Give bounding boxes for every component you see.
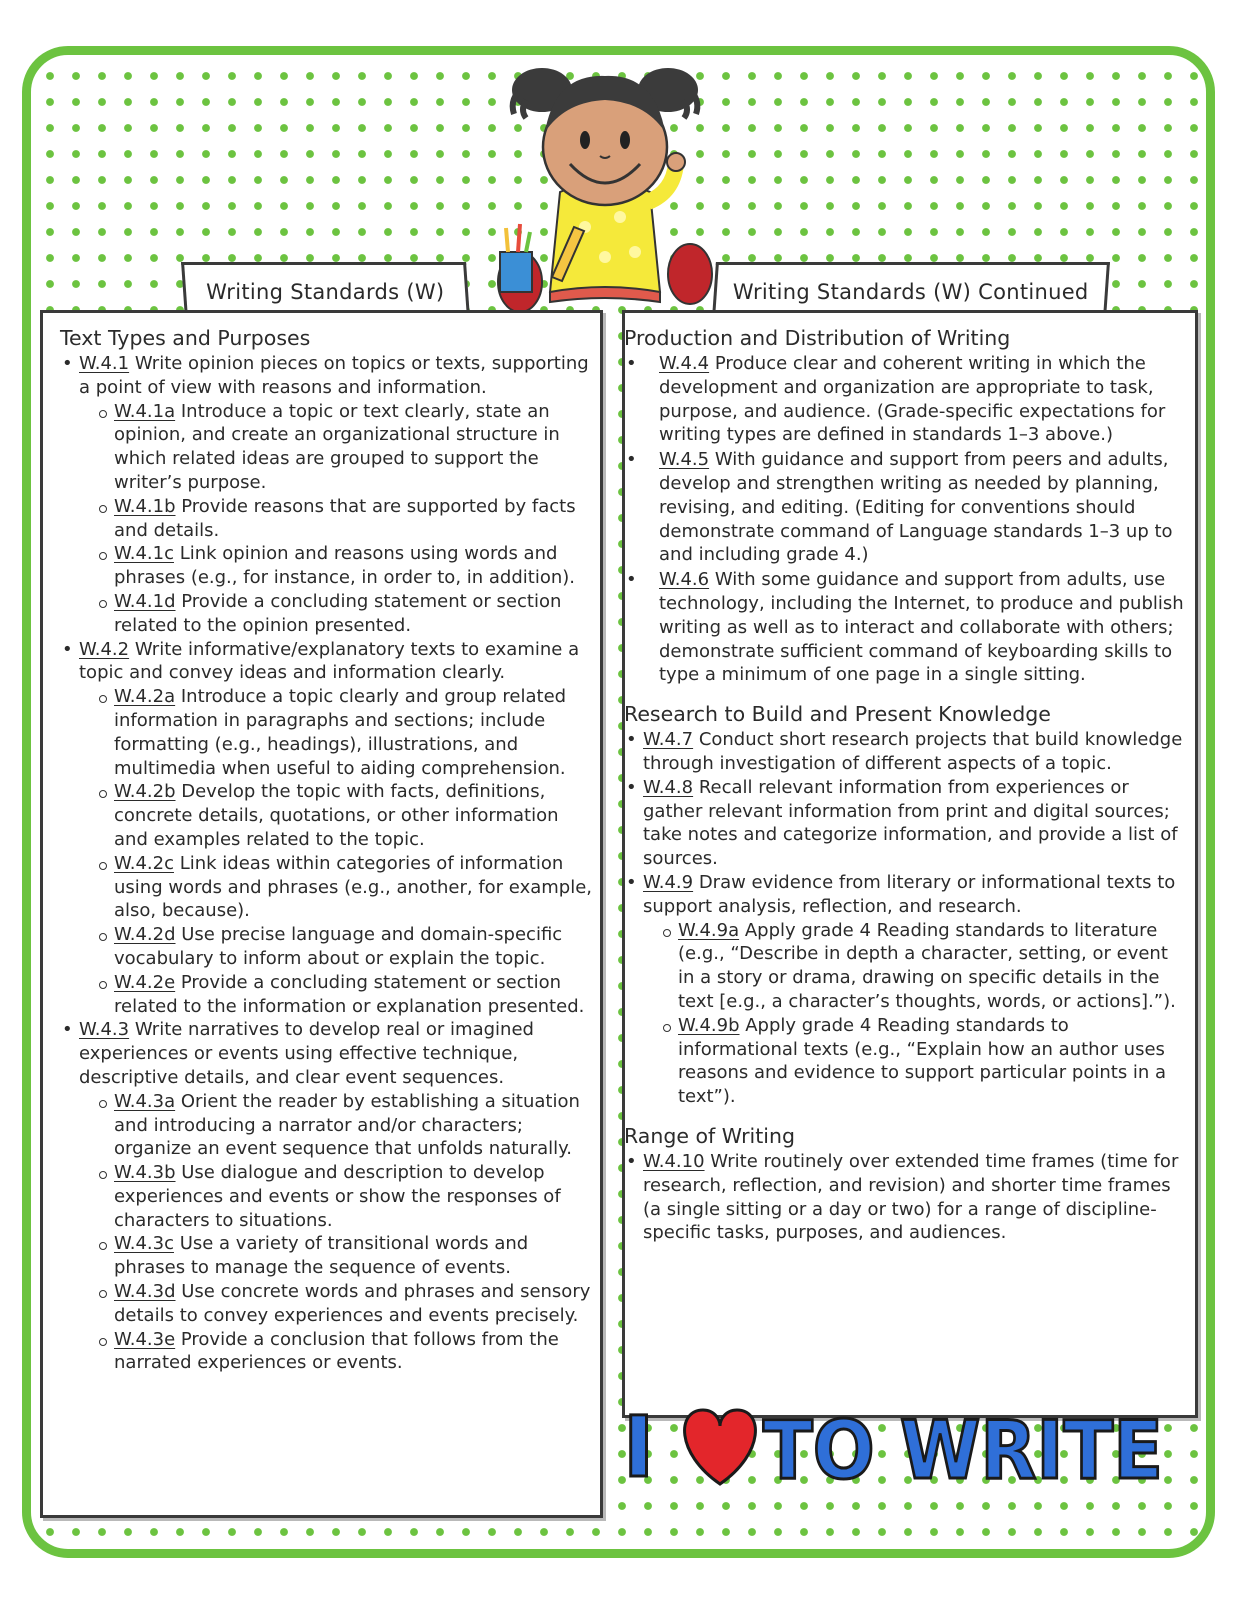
standard-text: With guidance and support from peers and adults, develop and strengthen writing as needed by planning, revising, and editing. (Editing for conventions should demonstrate command of Language standards 1–3 up to and including grade 4.) <box>659 449 1173 566</box>
banner-words: TO WRITE <box>763 1404 1163 1490</box>
banner-letter-i: I <box>623 1398 655 1490</box>
standard-text: With some guidance and support from adults, use technology, including the Internet, to produce and publish writing as well as to interact and collaborate with others; demonstrate sufficient command of keyboarding skills to type a minimum of one page in a single sitting. <box>659 569 1184 686</box>
standard-item <box>624 1150 1184 1245</box>
sub-standard-code: W.4.3d <box>114 1281 176 1303</box>
section-title-production: Production and Distribution of Writing <box>624 326 1011 350</box>
standard-code: W.4.9 <box>643 871 694 893</box>
standard-item <box>624 871 1184 1109</box>
section-title-research: Research to Build and Present Knowledge <box>624 702 1051 727</box>
standard-code: W.4.5 <box>659 449 710 471</box>
production-list <box>624 352 1184 687</box>
section-title-text-types: Text Types and Purposes <box>60 326 311 350</box>
sub-standard-item <box>114 495 596 543</box>
section-title-range: Range of Writing <box>624 1123 795 1148</box>
standard-item <box>624 352 1184 447</box>
sub-standard-item <box>114 1161 596 1232</box>
standard-code: W.4.6 <box>659 569 710 591</box>
sub-standard-text: Use dialogue and description to develop experiences and events or show the responses of characters to situations. <box>114 1162 561 1231</box>
sub-standard-code: W.4.1d <box>114 590 176 612</box>
sub-standard-item <box>678 919 1184 1014</box>
girl-illustration <box>490 52 720 314</box>
sub-standard-text: Provide reasons that are supported by facts and details. <box>114 495 576 541</box>
sub-standards-list <box>643 919 1184 1109</box>
standard-text: Produce clear and coherent writing in which the development and organization are appropriate to task, purpose, and audience. (Grade-specific expectations for writing types are defined in standards 1–3 above.) <box>659 353 1166 446</box>
sub-standard-text: Use concrete words and phrases and sensory details to convey experiences and events precisely. <box>114 1281 591 1326</box>
sub-standard-code: W.4.1c <box>114 543 174 565</box>
sub-standard-text: Provide a concluding statement or section related to the opinion presented. <box>114 590 562 636</box>
sub-standard-code: W.4.3e <box>114 1328 176 1350</box>
sub-standard-code: W.4.9a <box>678 919 740 941</box>
sub-standard-item <box>114 1232 596 1280</box>
range-list <box>624 1150 1184 1245</box>
standard-item <box>624 728 1184 776</box>
heart-icon <box>685 1410 756 1484</box>
sub-standard-text: Introduce a topic clearly and group related information in paragraphs and sections; include formatting (e.g., headings), illustrations, and multimedia when useful to aiding comprehension. <box>114 686 567 779</box>
standard-text: Conduct short research projects that build knowledge through investigation of different aspects of a topic. <box>643 729 1183 774</box>
sub-standard-code: W.4.1b <box>114 495 176 517</box>
sub-standard-text: Link ideas within categories of information using words and phrases (e.g., another, for example, also, because). <box>114 852 593 922</box>
sub-standard-code: W.4.3a <box>114 1090 176 1112</box>
sub-standard-item <box>114 1090 596 1161</box>
standard-text: Write routinely over extended time frames (time for research, reflection, and revision) and shorter time frames (a single sitting or a day or two) for a range of discipline-specific tasks, purposes, and audiences. <box>643 1150 1179 1244</box>
standard-text: Draw evidence from literary or informational texts to support analysis, reflection, and research. <box>643 871 1176 917</box>
standard-item <box>60 638 596 1019</box>
sub-standard-code: W.4.3c <box>114 1233 174 1255</box>
standards-list <box>60 352 596 1375</box>
standard-text: Write informative/explanatory texts to examine a topic and convey ideas and information clearly. <box>79 638 580 684</box>
sub-standard-text: Apply grade 4 Reading standards to literature (e.g., “Describe in depth a character, setting, or event in a story or drama, drawing on specific details in the text [e.g., a character’s thoughts, words, or actions].”). <box>678 919 1176 1012</box>
sub-standard-text: Provide a concluding statement or section related to the information or explanation presented. <box>114 971 585 1017</box>
sub-standard-code: W.4.2d <box>114 924 176 946</box>
standard-code: W.4.3 <box>79 1019 130 1041</box>
standard-code: W.4.4 <box>659 353 710 374</box>
sub-standard-item <box>114 1328 596 1376</box>
sub-standard-code: W.4.2c <box>114 852 174 874</box>
sub-standard-item <box>114 1280 596 1328</box>
sub-standard-text: Provide a conclusion that follows from the narrated experiences or events. <box>114 1328 559 1374</box>
sub-standard-code: W.4.3b <box>114 1162 176 1184</box>
sub-standards-list <box>79 685 596 1018</box>
standard-code: W.4.7 <box>643 729 694 751</box>
sub-standard-item <box>114 590 596 638</box>
standard-code: W.4.2 <box>79 638 130 660</box>
sub-standard-item <box>114 971 596 1019</box>
standard-item <box>60 352 596 638</box>
sub-standard-text: Introduce a topic or text clearly, state an opinion, and create an organizational structure in which related ideas are grouped to support the writer’s purpose. <box>114 400 560 493</box>
sub-standards-list <box>79 400 596 638</box>
sub-standard-item <box>114 685 596 780</box>
sub-standard-code: W.4.2b <box>114 781 176 803</box>
standard-text: Recall relevant information from experiences or gather relevant information from print and digital sources; take notes and categorize information, and provide a list of sources. <box>643 776 1178 870</box>
sub-standard-code: W.4.1a <box>114 400 176 422</box>
sub-standard-item <box>114 923 596 971</box>
standard-item <box>60 1018 596 1375</box>
standard-text: Write narratives to develop real or imagined experiences or events using effective technique, descriptive details, and clear event sequences. <box>79 1019 534 1088</box>
tab-right-label: Writing Standards (W) Continued <box>733 279 1089 304</box>
sub-standard-code: W.4.2a <box>114 686 176 708</box>
sub-standard-item <box>114 400 596 495</box>
sub-standard-text: Develop the topic with facts, definitions, concrete details, quotations, or other information and examples related to the topic. <box>114 781 559 850</box>
sub-standard-text: Use precise language and domain-specific vocabulary to inform about or explain the topic. <box>114 924 563 969</box>
standard-item <box>624 776 1184 871</box>
research-list <box>624 728 1184 1109</box>
i-love-to-write-banner <box>615 1398 1170 1490</box>
sub-standard-text: Orient the reader by establishing a situation and introducing a narrator and/or characters; organize an event sequence that unfolds naturally. <box>114 1090 580 1160</box>
tab-left-label: Writing Standards (W) <box>206 279 445 304</box>
sub-standard-item <box>114 852 596 923</box>
right-column-content <box>624 325 1184 1245</box>
standard-code: W.4.10 <box>643 1150 705 1172</box>
standard-code: W.4.8 <box>643 776 694 798</box>
sub-standard-code: W.4.9b <box>678 1014 740 1036</box>
sub-standard-item <box>678 1014 1184 1109</box>
sub-standard-code: W.4.2e <box>114 971 176 993</box>
standard-item <box>624 568 1184 687</box>
sub-standard-text: Apply grade 4 Reading standards to informational texts (e.g., “Explain how an author uses reasons and evidence to support particular points in a text”). <box>678 1014 1167 1108</box>
standard-text: Write opinion pieces on topics or texts, supporting a point of view with reasons and information. <box>79 353 589 398</box>
sub-standard-text: Use a variety of transitional words and phrases to manage the sequence of events. <box>114 1233 529 1279</box>
standard-item <box>624 448 1184 567</box>
sub-standard-item <box>114 780 596 851</box>
sub-standard-item <box>114 542 596 590</box>
standard-code: W.4.1 <box>79 353 130 374</box>
left-column-content <box>60 325 596 1375</box>
sub-standard-text: Link opinion and reasons using words and phrases (e.g., for instance, in order to, in addition). <box>114 543 575 589</box>
sub-standards-list <box>79 1090 596 1376</box>
